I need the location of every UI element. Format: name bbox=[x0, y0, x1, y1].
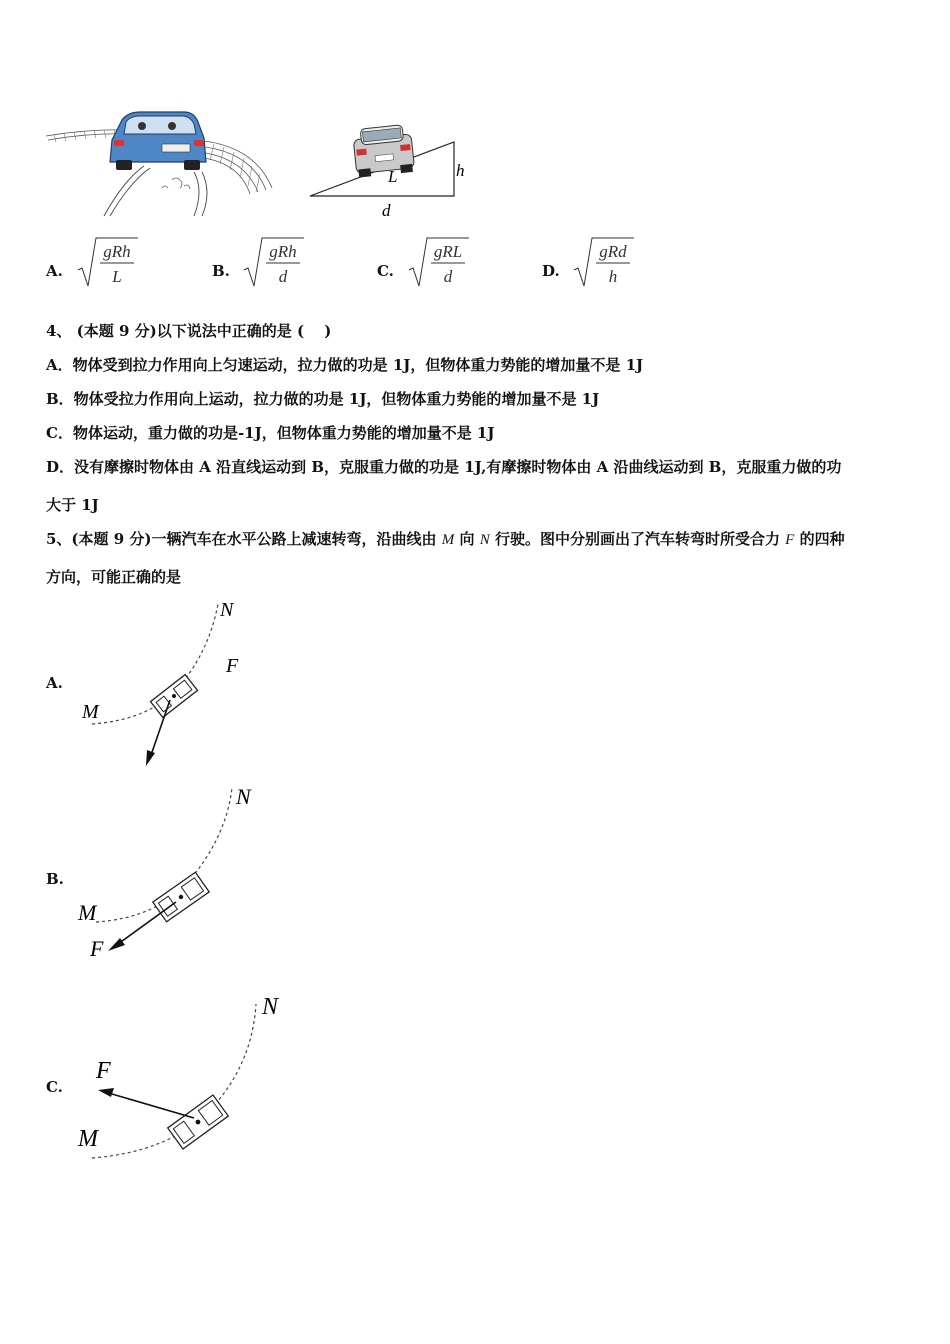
q5-car-c bbox=[168, 1095, 229, 1149]
fraction-denominator: L bbox=[112, 267, 122, 286]
q5-fig-c-F: F bbox=[96, 1058, 111, 1084]
q4-option-b: B．物体受拉力作用向上运动，拉力做的功是 1J，但物体重力势能的增加量不是 1J bbox=[46, 390, 600, 408]
q4-option-d-cont: 大于 1J bbox=[46, 496, 99, 514]
q3-option-letter: C. bbox=[377, 262, 394, 280]
q5-stem-F: F bbox=[785, 532, 795, 548]
q5-stem-part2: 向 bbox=[454, 530, 480, 548]
q4-option-a: A．物体受到拉力作用向上匀速运动，拉力做的功是 1J，但物体重力势能的增加量不是 1J bbox=[46, 356, 644, 374]
q3-option-letter: D. bbox=[542, 262, 560, 280]
q5-stem-line2: 方向，可能正确的是 bbox=[46, 568, 182, 586]
q5-stem-part4: 的四种 bbox=[794, 530, 845, 548]
q5-stem-line1 bbox=[46, 528, 845, 549]
q5-figure-a bbox=[76, 596, 256, 772]
q4-option-d: D．没有摩擦时物体由 A 沿直线运动到 B，克服重力做的功是 1J,有摩擦时物体由 A 沿曲线运动到 B，克服重力做的功 bbox=[46, 458, 842, 476]
q5-figure-b bbox=[76, 782, 276, 964]
fraction-denominator: d bbox=[278, 267, 288, 286]
q5-fig-b-letter: B. bbox=[46, 870, 64, 888]
fraction-numerator: gRL bbox=[433, 242, 463, 261]
q4-option-c: C．物体运动，重力做的功是-1J，但物体重力势能的增加量不是 1J bbox=[46, 424, 495, 442]
fraction-numerator: gRh bbox=[269, 242, 297, 261]
fraction-denominator: d bbox=[443, 267, 453, 286]
incline-label-L: L bbox=[388, 167, 398, 186]
q3-option-sqrt-fraction bbox=[407, 236, 471, 290]
q5-car-a bbox=[151, 675, 198, 718]
q3-option-letter: A. bbox=[46, 262, 63, 280]
q5-stem-part3: 行驶。图中分别画出了汽车转弯时所受合力 bbox=[489, 530, 786, 548]
q5-fig-a-N: N bbox=[220, 599, 234, 621]
q5-car-b bbox=[153, 872, 209, 921]
q5-fig-c-M: M bbox=[78, 1126, 98, 1152]
q5-stem-M: M bbox=[441, 532, 455, 548]
q5-stem-part1: 5、(本题 9 分)一辆汽车在水平公路上减速转弯，沿曲线由 bbox=[46, 530, 442, 548]
q5-fig-a-letter: A. bbox=[46, 674, 63, 692]
q3-option-sqrt-fraction bbox=[242, 236, 306, 290]
q5-fig-c-letter: C. bbox=[46, 1078, 63, 1096]
q5-fig-a-F: F bbox=[226, 655, 239, 677]
q4-stem: 4、 (本题 9 分)以下说法中正确的是 ( ) bbox=[46, 322, 332, 340]
incline-label-d: d bbox=[382, 201, 391, 220]
q3-option-sqrt-fraction bbox=[572, 236, 636, 290]
q5-fig-b-M: M bbox=[78, 900, 97, 925]
q5-figure-c bbox=[76, 988, 306, 1168]
q5-fig-b-F: F bbox=[90, 936, 104, 961]
fraction-denominator: h bbox=[608, 267, 618, 286]
q5-fig-b-N: N bbox=[236, 784, 251, 809]
incline-diagram bbox=[304, 120, 474, 220]
q5-fig-c-N: N bbox=[262, 994, 279, 1020]
incline-label-h: h bbox=[456, 161, 465, 180]
q5-stem-N: N bbox=[479, 532, 490, 548]
q5-fig-a-M: M bbox=[82, 701, 99, 723]
q3-option-letter: B. bbox=[212, 262, 230, 280]
fraction-numerator: gRd bbox=[599, 242, 627, 261]
car-turning-illustration bbox=[44, 100, 280, 218]
fraction-numerator: gRh bbox=[103, 242, 131, 261]
q3-option-sqrt-fraction bbox=[76, 236, 140, 290]
